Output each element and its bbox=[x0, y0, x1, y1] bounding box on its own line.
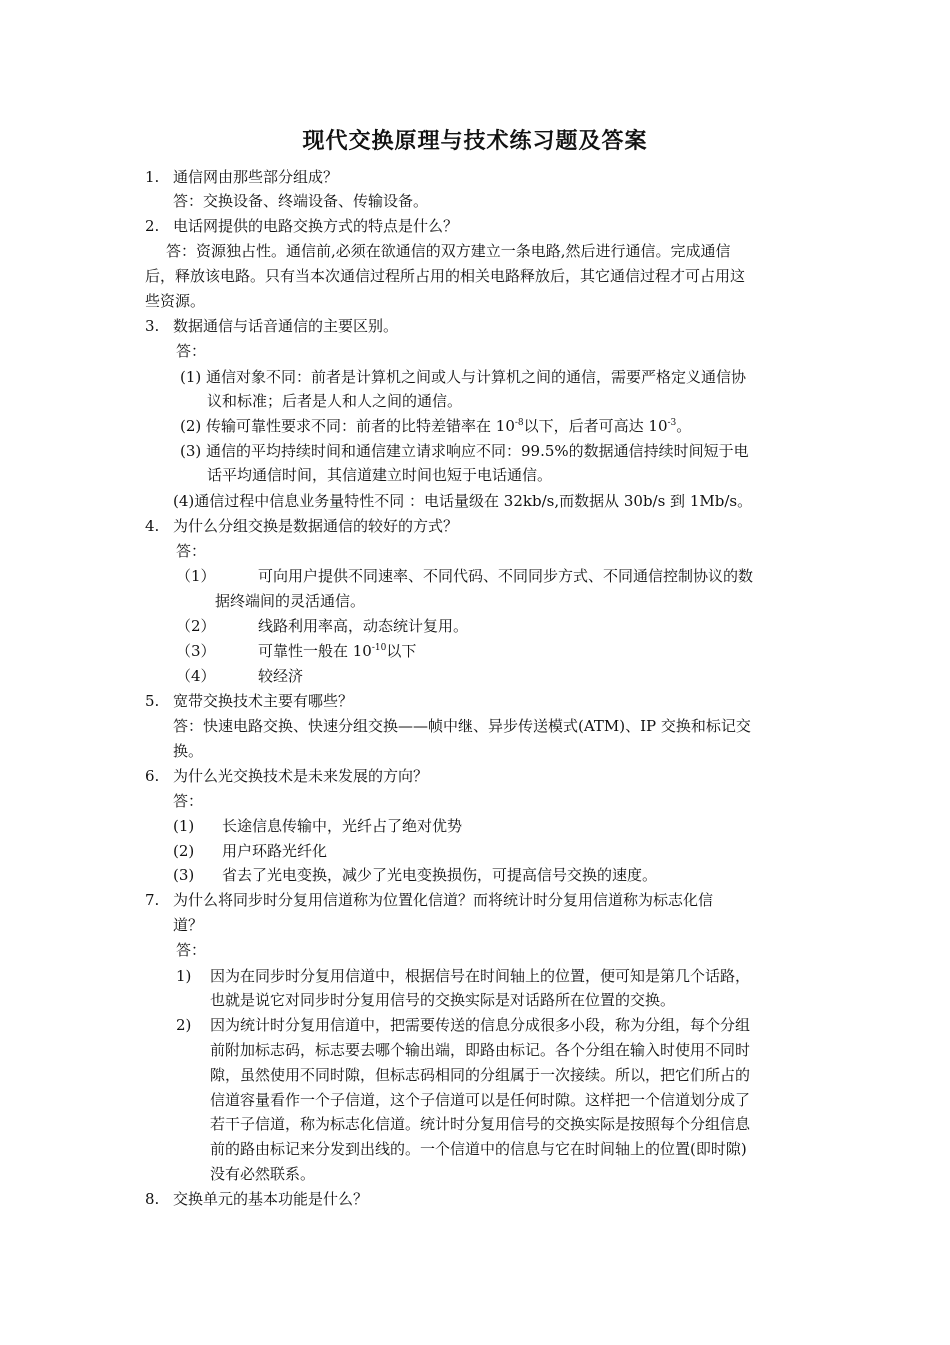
answer-item: 用户环路光纤化 bbox=[222, 842, 328, 860]
question-text: 通信网由那些部分组成？ bbox=[173, 168, 339, 186]
answer-item: 没有必然联系。 bbox=[210, 1165, 316, 1183]
question-number: 3. bbox=[145, 317, 160, 335]
answer-item: 较经济 bbox=[258, 667, 304, 685]
answer-text: 后，释放该电路。只有当本次通信过程所占用的相关电路释放后，其它通信过程才可占用这 bbox=[145, 267, 746, 285]
answer-item: 若干子信道，称为标志化信道。统计时分复用信号的交换实际是按照每个分组信息 bbox=[210, 1115, 751, 1133]
question-text: 数据通信与话音通信的主要区别。 bbox=[173, 317, 399, 335]
question-text: 为什么将同步时分复用信道称为位置化信道？而将统计时分复用信道称为标志化信 bbox=[173, 891, 714, 909]
answer-item-text: 。 bbox=[676, 417, 692, 435]
question-text: 为什么光交换技术是未来发展的方向？ bbox=[173, 767, 429, 785]
answer-item: 前的路由标记来分发到出线的。一个信道中的信息与它在时间轴上的位置(即时隙) bbox=[210, 1140, 747, 1158]
question-number: 5. bbox=[145, 692, 160, 710]
answer-text: 答：资源独占性。通信前,必须在欲通信的双方建立一条电路,然后进行通信。完成通信 bbox=[166, 242, 731, 260]
question-text: 道？ bbox=[173, 916, 204, 934]
question-number: 4. bbox=[145, 517, 160, 535]
exponent: -8 bbox=[514, 418, 524, 428]
answer-label: 答： bbox=[176, 941, 207, 959]
answer-item: 省去了光电变换，减少了光电变换损伤，可提高信号交换的速度。 bbox=[222, 866, 658, 884]
answer-label: 答： bbox=[173, 792, 204, 810]
answer-text: 答：交换设备、终端设备、传输设备。 bbox=[173, 192, 429, 210]
answer-item: 议和标准；后者是人和人之间的通信。 bbox=[207, 392, 463, 410]
question-number: 7. bbox=[145, 891, 160, 909]
answer-item: 因为在同步时分复用信道中，根据信号在时间轴上的位置，便可知是第几个话路， bbox=[210, 967, 751, 985]
item-marker: （4） bbox=[176, 667, 216, 685]
answer-item-text: 以下 bbox=[386, 642, 417, 660]
question-text: 电话网提供的电路交换方式的特点是什么？ bbox=[173, 217, 459, 235]
question-text: 为什么分组交换是数据通信的较好的方式？ bbox=[173, 517, 459, 535]
answer-item: 信道容量看作一个子信道，这个子信道可以是任何时隙。这样把一个信道划分成了 bbox=[210, 1091, 751, 1109]
answer-item: 据终端间的灵活通信。 bbox=[215, 592, 366, 610]
item-marker: (1) bbox=[173, 817, 195, 835]
answer-item: 话平均通信时间，其信道建立时间也短于电话通信。 bbox=[207, 466, 553, 484]
item-marker: 2) bbox=[176, 1016, 192, 1034]
answer-text: 换。 bbox=[173, 742, 204, 760]
item-marker: （1） bbox=[176, 567, 216, 585]
answer-item: 前附加标志码，标志要去哪个输出端，即路由标记。各个分组在输入时使用不同时 bbox=[210, 1041, 751, 1059]
answer-item: 隙，虽然使用不同时隙，但标志码相同的分组属于一次接续。所以，把它们所占的 bbox=[210, 1066, 751, 1084]
answer-item: 可向用户提供不同速率、不同代码、不同同步方式、不同通信控制协议的数 bbox=[258, 567, 754, 585]
item-marker: （3） bbox=[176, 642, 216, 660]
answer-label: 答： bbox=[176, 542, 207, 560]
answer-item: (4)通信过程中信息业务量特性不同 ：电话量级在 32kb/s,而数据从 30b/s 到 1Mb/s。 bbox=[173, 492, 753, 510]
answer-label: 答： bbox=[176, 342, 207, 360]
question-text: 宽带交换技术主要有哪些？ bbox=[173, 692, 354, 710]
item-marker: 1) bbox=[176, 967, 192, 985]
answer-item: 长途信息传输中，光纤占了绝对优势 bbox=[222, 817, 463, 835]
answer-item bbox=[258, 640, 416, 662]
question-number: 8. bbox=[145, 1190, 160, 1208]
answer-item: 因为统计时分复用信道中，把需要传送的信息分成很多小段，称为分组，每个分组 bbox=[210, 1016, 751, 1034]
document-title: 现代交换原理与技术练习题及答案 bbox=[302, 128, 648, 154]
answer-text: 答：快速电路交换、快速分组交换——帧中继、异步传送模式(ATM)、IP 交换和标记交 bbox=[173, 717, 751, 735]
answer-item bbox=[180, 415, 691, 437]
answer-item: 线路利用率高，动态统计复用。 bbox=[258, 617, 469, 635]
answer-text: 些资源。 bbox=[145, 292, 206, 310]
exponent: -10 bbox=[371, 643, 387, 653]
answer-item-text: 以下，后者可高达 10 bbox=[523, 417, 668, 435]
answer-item: (1) 通信对象不同：前者是计算机之间或人与计算机之间的通信，需要严格定义通信协 bbox=[180, 368, 747, 386]
item-marker: （2） bbox=[176, 617, 216, 635]
answer-item: (3) 通信的平均持续时间和通信建立请求响应不同：99.5%的数据通信持续时间短于电 bbox=[180, 442, 749, 460]
item-marker: (2) bbox=[173, 842, 195, 860]
question-number: 6. bbox=[145, 767, 160, 785]
item-marker: (3) bbox=[173, 866, 195, 884]
answer-item-text: (2) 传输可靠性要求不同：前者的比特差错率在 10 bbox=[180, 417, 515, 435]
exponent: -3 bbox=[667, 418, 677, 428]
question-number: 1. bbox=[145, 168, 160, 186]
question-number: 2. bbox=[145, 217, 160, 235]
answer-item-text: 可靠性一般在 10 bbox=[258, 642, 372, 660]
question-text: 交换单元的基本功能是什么？ bbox=[173, 1190, 369, 1208]
answer-item: 也就是说它对同步时分复用信号的交换实际是对话路所在位置的交换。 bbox=[210, 991, 676, 1009]
